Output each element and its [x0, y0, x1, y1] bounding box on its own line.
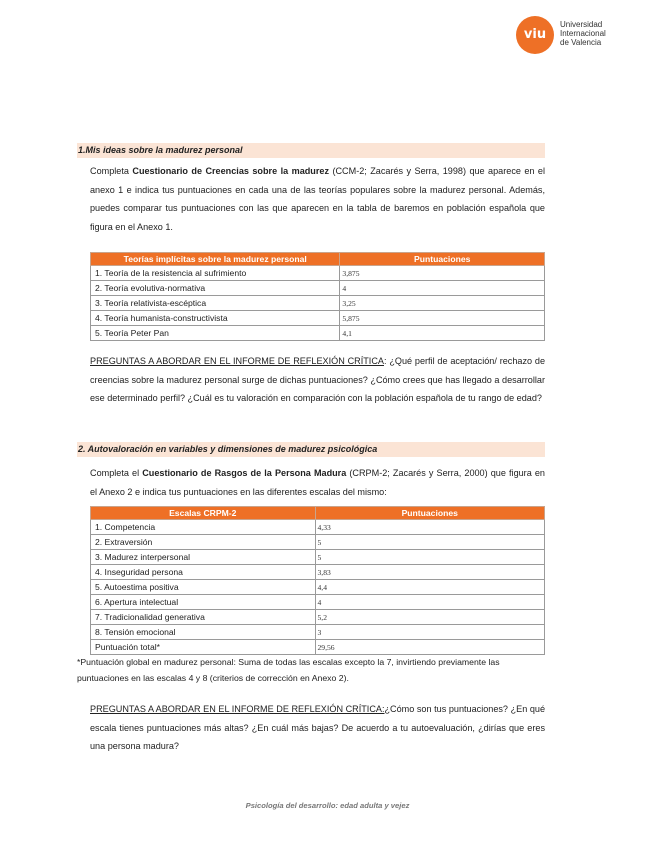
- table-row: [91, 296, 545, 311]
- total-score[interactable]: 29,56: [315, 640, 545, 655]
- total-label: Puntuación total*: [91, 640, 316, 655]
- table-row: [91, 550, 545, 565]
- questions-2-label: PREGUNTAS A ABORDAR EN EL INFORME DE REFLEXIÓN CRÍTICA:: [90, 704, 385, 714]
- table-row-total: [91, 640, 545, 655]
- theory-label: 1. Teoría de la resistencia al sufrimiento: [91, 266, 340, 281]
- table-row: [91, 281, 545, 296]
- table-row: [91, 625, 545, 640]
- theory-label: 5. Teoría Peter Pan: [91, 326, 340, 341]
- table-row: [91, 520, 545, 535]
- page-footer: Psicología del desarrollo: edad adulta y vejez: [245, 801, 410, 810]
- questions-1-label: PREGUNTAS A ABORDAR EN EL INFORME DE REFLEXIÓN CRÍTICA: [90, 356, 384, 366]
- questions-2-text: ¿Cómo son tus puntuaciones? ¿En qué escala tienes puntuaciones más altas? ¿En cuál más bajas? De acuerdo a tu autoevaluación, ¿dirías que eres una persona madura?: [90, 704, 545, 751]
- crpm-scales-table: [90, 506, 545, 655]
- theory-label: 4. Teoría humanista-constructivista: [91, 311, 340, 326]
- intro-2-questionnaire-name: Cuestionario de Rasgos de la Persona Madura: [142, 468, 347, 478]
- scale-score[interactable]: 3: [315, 625, 545, 640]
- scale-score[interactable]: 5: [315, 535, 545, 550]
- theory-score[interactable]: 4,1: [340, 326, 545, 341]
- table-header-row: [91, 253, 545, 266]
- theory-score[interactable]: 3,875: [340, 266, 545, 281]
- theory-label: 2. Teoría evolutiva-normativa: [91, 281, 340, 296]
- logo-line-2: Internacional: [560, 29, 606, 38]
- table-row: [91, 535, 545, 550]
- questions-1-text: : ¿Qué perfil de aceptación/ rechazo de creencias sobre la madurez personal surge de dichas puntuaciones? ¿Cómo crees que has llegado a desarrollar ese determinado perfil? ¿Cuál es tu valoración en comparación con la población española de tu rango de edad?: [90, 356, 546, 403]
- section-2-heading: 2. Autovaloración en variables y dimensiones de madurez psicológica: [77, 442, 545, 457]
- intro-2-text-a: Completa el: [90, 468, 143, 478]
- table-row: [91, 580, 545, 595]
- scale-score[interactable]: 5,2: [315, 610, 545, 625]
- scale-score[interactable]: 5: [315, 550, 545, 565]
- column-header-theories: Teorías implícitas sobre la madurez personal: [91, 253, 340, 266]
- intro-1-text-b: (CCM-2; Zacarés y Serra, 1998) que aparece en el anexo 1 e indica tus puntuaciones en cada una de las teorías populares sobre la madurez personal. Además, puedes comparar tus puntuaciones con las que aparecen en la tabla de baremos en población española que figura en el Anexo 1.: [90, 166, 546, 232]
- university-logo: [516, 16, 646, 56]
- logo-line-1: Universidad: [560, 20, 603, 29]
- table-header-row: [91, 507, 545, 520]
- section-2-intro: [90, 464, 545, 501]
- intro-1-questionnaire-name: Cuestionario de Creencias sobre la madurez: [132, 166, 330, 176]
- section-2-questions: [90, 700, 545, 756]
- logo-line-3: de Valencia: [560, 38, 602, 47]
- section-1-intro: [90, 162, 545, 236]
- scale-label: 8. Tensión emocional: [91, 625, 316, 640]
- column-header-scores: Puntuaciones: [340, 253, 545, 266]
- scale-label: 4. Inseguridad persona: [91, 565, 316, 580]
- table-row: [91, 266, 545, 281]
- column-header-scales: Escalas CRPM-2: [91, 507, 316, 520]
- scale-label: 3. Madurez interpersonal: [91, 550, 316, 565]
- table-row: [91, 565, 545, 580]
- theories-table: [90, 252, 545, 341]
- scale-score[interactable]: 3,83: [315, 565, 545, 580]
- table-row: [91, 311, 545, 326]
- scale-label: 2. Extraversión: [91, 535, 316, 550]
- scale-label: 1. Competencia: [91, 520, 316, 535]
- column-header-scores: Puntuaciones: [315, 507, 545, 520]
- intro-1-text-a: Completa: [90, 166, 133, 176]
- intro-2-text-b: (CRPM-2; Zacarés y Serra, 2000) que figura en el Anexo 2 e indica tus puntuaciones en las diferentes escalas del mismo:: [90, 468, 545, 497]
- theory-score[interactable]: 4: [340, 281, 545, 296]
- scale-score[interactable]: 4,33: [315, 520, 545, 535]
- theory-label: 3. Teoría relativista-escéptica: [91, 296, 340, 311]
- scale-score[interactable]: 4,4: [315, 580, 545, 595]
- section-1-heading: 1.Mis ideas sobre la madurez personal: [77, 143, 545, 158]
- scale-score[interactable]: 4: [315, 595, 545, 610]
- viu-logo-mark: viu: [516, 16, 554, 54]
- table-row: [91, 610, 545, 625]
- theory-score[interactable]: 3,25: [340, 296, 545, 311]
- theory-score[interactable]: 5,875: [340, 311, 545, 326]
- section-1-questions: [90, 352, 545, 408]
- scale-label: 6. Apertura intelectual: [91, 595, 316, 610]
- scale-label: 5. Autoestima positiva: [91, 580, 316, 595]
- scoring-footnote: *Puntuación global en madurez personal: Suma de todas las escalas excepto la 7, invirtiendo previamente las puntuaciones en las escalas 4 y 8 (criterios de corrección en Anexo 2).: [77, 657, 500, 683]
- table-row: [91, 326, 545, 341]
- scale-label: 7. Tradicionalidad generativa: [91, 610, 316, 625]
- logo-wordmark: [560, 20, 606, 47]
- table-row: [91, 595, 545, 610]
